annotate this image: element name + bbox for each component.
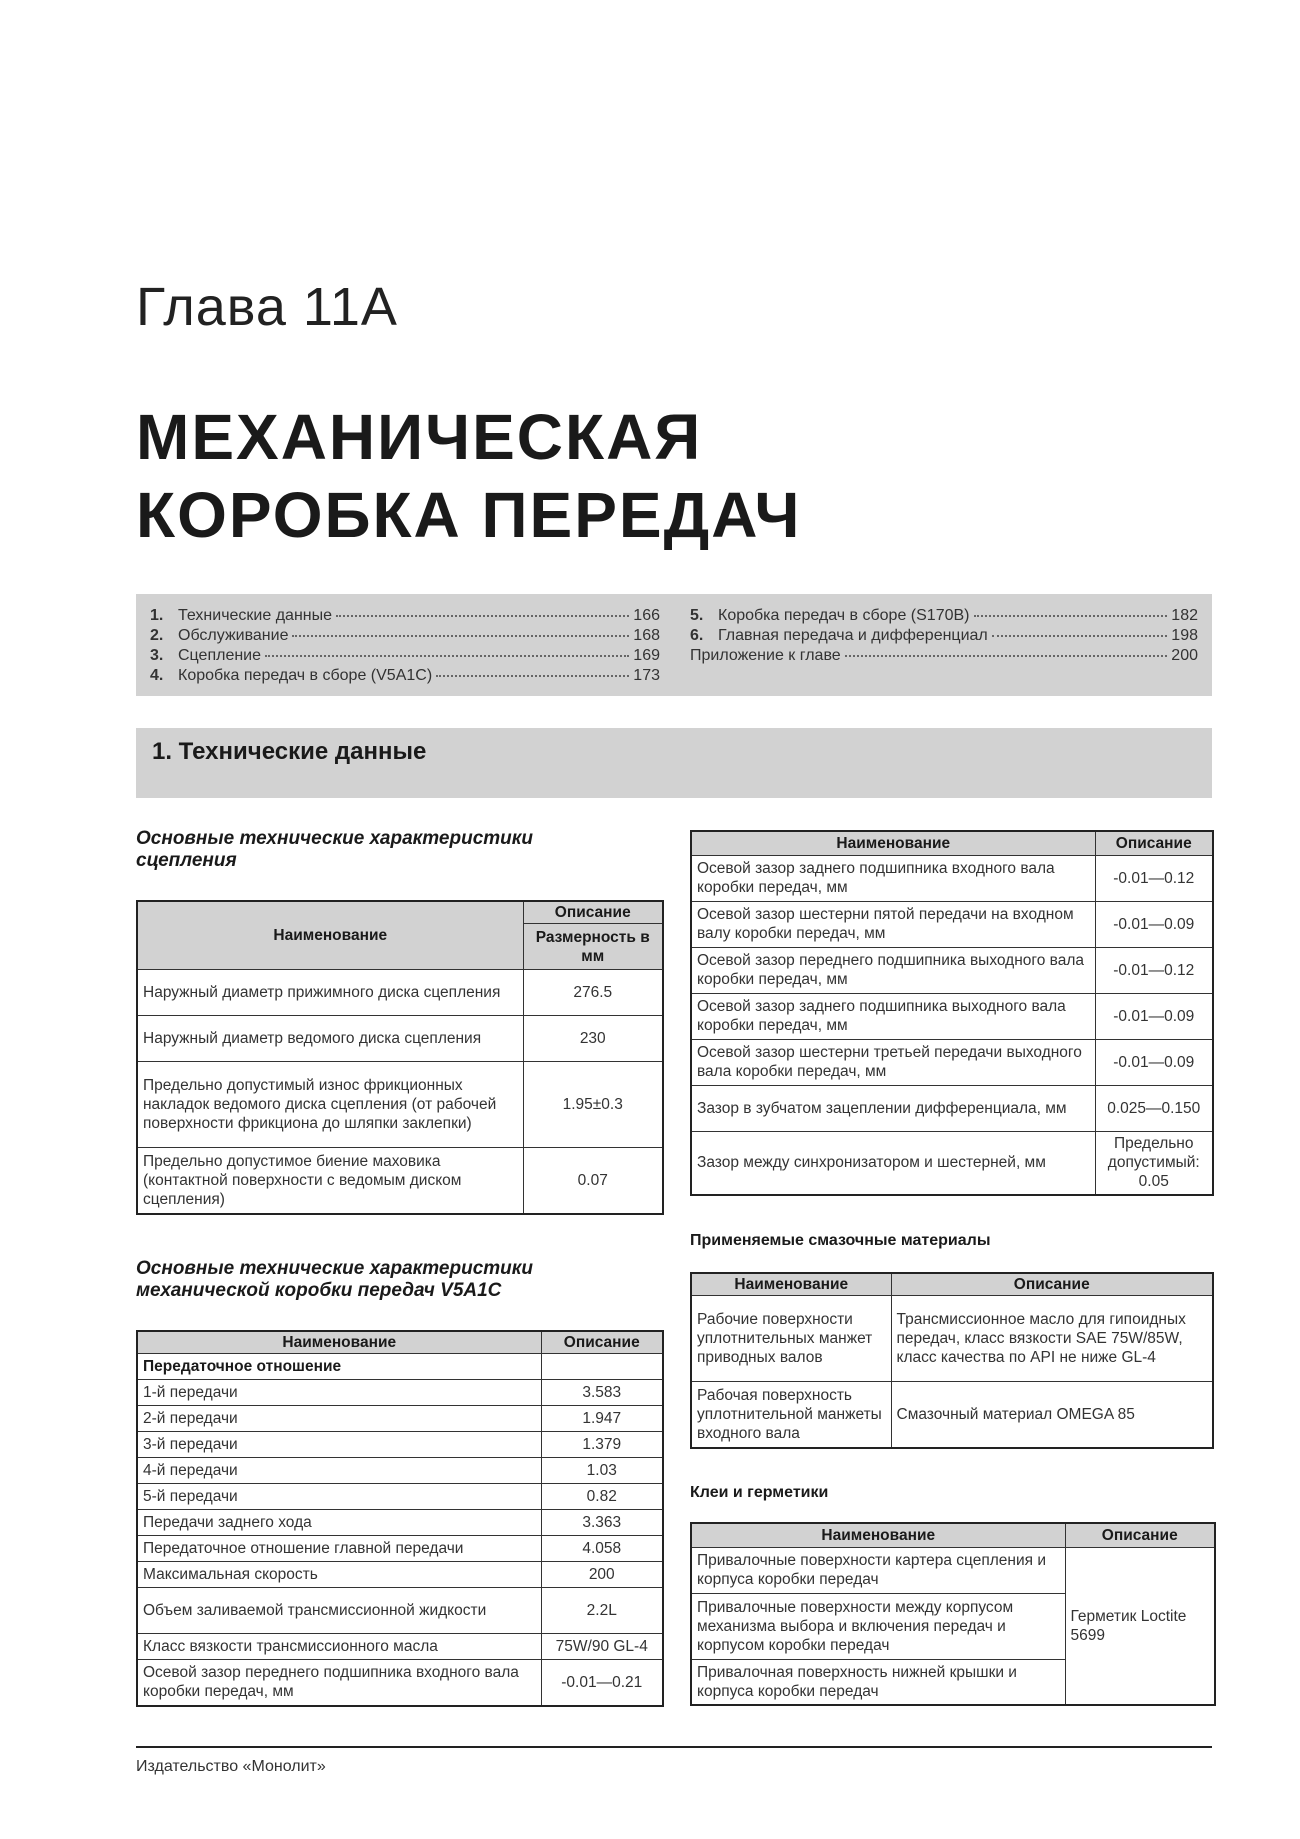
cell-name: 3-й передачи bbox=[137, 1432, 541, 1458]
column-header-description: Описание bbox=[1065, 1523, 1215, 1547]
cell-name: 4-й передачи bbox=[137, 1458, 541, 1484]
table-row bbox=[691, 1296, 1213, 1382]
toc-leader-dots bbox=[292, 635, 629, 637]
toc-item[interactable] bbox=[690, 627, 1198, 647]
column-header-description: Описание bbox=[1095, 831, 1213, 855]
cell-value: 1.947 bbox=[541, 1406, 663, 1432]
cell-value: -0.01—0.09 bbox=[1095, 993, 1213, 1039]
toc-item-title: Приложение к главе bbox=[690, 647, 841, 664]
cell-name: Привалочные поверхности между корпусом механизма выбора и включения передач и корпусом коробки передач bbox=[691, 1593, 1065, 1659]
toc-item-number: 6. bbox=[690, 627, 704, 644]
cell-value: -0.01—0.12 bbox=[1095, 947, 1213, 993]
cell-name: Класс вязкости трансмиссионного масла bbox=[137, 1634, 541, 1660]
cell-value: 75W/90 GL-4 bbox=[541, 1634, 663, 1660]
toc-leader-dots bbox=[436, 675, 629, 677]
cell-value: 1.03 bbox=[541, 1458, 663, 1484]
table-row bbox=[137, 1062, 663, 1148]
toc-leader-dots bbox=[265, 655, 629, 657]
table-row bbox=[691, 855, 1213, 901]
toc-item-number: 2. bbox=[150, 627, 164, 644]
cell-value: 1.379 bbox=[541, 1432, 663, 1458]
toc-item-title: Коробка передач в сборе (V5A1C) bbox=[178, 667, 433, 684]
table-row bbox=[691, 1039, 1213, 1085]
toc-item-title: Сцепление bbox=[178, 647, 262, 664]
column-header-description: Описание bbox=[523, 901, 663, 924]
toc-item[interactable] bbox=[150, 667, 660, 687]
toc-leader-dots bbox=[336, 615, 629, 617]
toc-item-number: 1. bbox=[150, 607, 164, 624]
cell-name: Наружный диаметр ведомого диска сцепления bbox=[137, 1016, 523, 1062]
cell-name: Привалочные поверхности картера сцепления и корпуса коробки передач bbox=[691, 1547, 1065, 1593]
toc-item-number: 5. bbox=[690, 607, 704, 624]
toc-item-title: Технические данные bbox=[178, 607, 333, 624]
table-row bbox=[137, 1380, 663, 1406]
toc-leader-dots bbox=[974, 615, 1168, 617]
table-row bbox=[137, 1536, 663, 1562]
toc-column-right bbox=[690, 607, 1198, 667]
table-row bbox=[691, 947, 1213, 993]
toc-item[interactable] bbox=[150, 607, 660, 627]
page-title bbox=[136, 398, 802, 554]
section-title: 1. Технические данные bbox=[136, 728, 1212, 798]
toc-item-page: 169 bbox=[633, 647, 660, 664]
cell-value: -0.01—0.09 bbox=[1095, 1039, 1213, 1085]
cell-value: 0.82 bbox=[541, 1484, 663, 1510]
cell-name: Наружный диаметр прижимного диска сцепления bbox=[137, 970, 523, 1016]
table-row bbox=[137, 1562, 663, 1588]
cell-name: Рабочая поверхность уплотнительной манжеты входного вала bbox=[691, 1382, 891, 1448]
column-header-name: Наименование bbox=[691, 831, 1095, 855]
toc-item-page: 173 bbox=[633, 667, 660, 684]
cell-name: Осевой зазор шестерни третьей передачи выходного вала коробки передач, мм bbox=[691, 1039, 1095, 1085]
table-row bbox=[137, 1634, 663, 1660]
table-group-row bbox=[137, 1354, 663, 1380]
gearbox-table bbox=[136, 1330, 664, 1707]
cell-name: Предельно допустимый износ фрикционных накладок ведомого диска сцепления (от рабочей поверхности фрикциона до шляпки заклепки) bbox=[137, 1062, 523, 1148]
table-row bbox=[137, 1458, 663, 1484]
cell-value: 3.583 bbox=[541, 1380, 663, 1406]
cell-name: Осевой зазор переднего подшипника выходного вала коробки передач, мм bbox=[691, 947, 1095, 993]
gearbox-cont-table bbox=[690, 830, 1214, 1196]
toc-column-left bbox=[150, 607, 660, 687]
table-row bbox=[137, 1148, 663, 1214]
lubricants-heading: Применяемые смазочные материалы bbox=[690, 1232, 991, 1249]
column-header-name: Наименование bbox=[691, 1523, 1065, 1547]
cell-name: Осевой зазор заднего подшипника выходного вала коробки передач, мм bbox=[691, 993, 1095, 1039]
gearbox-heading-line-2: механической коробки передач V5A1C bbox=[136, 1280, 502, 1301]
toc-leader-dots bbox=[845, 655, 1168, 657]
cell-value-empty bbox=[541, 1354, 663, 1380]
cell-name: Осевой зазор заднего подшипника входного вала коробки передач, мм bbox=[691, 855, 1095, 901]
cell-value: Трансмиссионное масло для гипоидных передач, класс вязкости SAE 75W/85W, класс качества по API не ниже GL-4 bbox=[891, 1296, 1213, 1382]
column-header-name: Наименование bbox=[691, 1273, 891, 1296]
toc-item-number: 3. bbox=[150, 647, 164, 664]
table-row bbox=[137, 1432, 663, 1458]
toc-item-page: 182 bbox=[1171, 607, 1198, 624]
toc-item[interactable] bbox=[690, 647, 1198, 667]
cell-name: 1-й передачи bbox=[137, 1380, 541, 1406]
clutch-heading bbox=[136, 828, 533, 872]
gearbox-heading-line-1: Основные технические характеристики bbox=[136, 1258, 533, 1279]
cell-value: 2.2L bbox=[541, 1588, 663, 1634]
cell-name: 5-й передачи bbox=[137, 1484, 541, 1510]
cell-name: Предельно допустимое биение маховика (контактной поверхности с ведомым диском сцепления) bbox=[137, 1148, 523, 1214]
gearbox-heading bbox=[136, 1258, 533, 1302]
cell-name: 2-й передачи bbox=[137, 1406, 541, 1432]
clutch-heading-line-2: сцепления bbox=[136, 850, 237, 871]
cell-value: 230 bbox=[523, 1016, 663, 1062]
cell-value: 0.025—0.150 bbox=[1095, 1085, 1213, 1131]
table-row bbox=[137, 1406, 663, 1432]
sealants-table bbox=[690, 1522, 1216, 1706]
cell-name: Максимальная скорость bbox=[137, 1562, 541, 1588]
table-row bbox=[691, 993, 1213, 1039]
toc-item-page: 168 bbox=[633, 627, 660, 644]
toc-item-title: Обслуживание bbox=[178, 627, 289, 644]
toc-item-title: Коробка передач в сборе (S170B) bbox=[718, 607, 970, 624]
table-of-contents bbox=[136, 594, 1212, 696]
cell-name: Осевой зазор шестерни пятой передачи на входном валу коробки передач, мм bbox=[691, 901, 1095, 947]
publisher-label: Издательство «Монолит» bbox=[136, 1758, 326, 1775]
toc-item-page: 200 bbox=[1171, 647, 1198, 664]
toc-item-page: 166 bbox=[633, 607, 660, 624]
cell-value: 200 bbox=[541, 1562, 663, 1588]
page-title-line-2: КОРОБКА ПЕРЕДАЧ bbox=[136, 479, 802, 551]
cell-name: Рабочие поверхности уплотнительных манжет приводных валов bbox=[691, 1296, 891, 1382]
cell-value: 276.5 bbox=[523, 970, 663, 1016]
cell-name: Привалочная поверхность нижней крышки и корпуса коробки передач bbox=[691, 1659, 1065, 1705]
toc-item[interactable] bbox=[150, 647, 660, 667]
table-row bbox=[691, 1547, 1215, 1593]
cell-value: -0.01—0.09 bbox=[1095, 901, 1213, 947]
chapter-label: Глава 11А bbox=[136, 277, 398, 337]
toc-item[interactable] bbox=[150, 627, 660, 647]
cell-name: Объем заливаемой трансмиссионной жидкости bbox=[137, 1588, 541, 1634]
table-row bbox=[691, 1382, 1213, 1448]
sealants-heading: Клеи и герметики bbox=[690, 1484, 829, 1501]
cell-name: Передачи заднего хода bbox=[137, 1510, 541, 1536]
table-row bbox=[691, 1085, 1213, 1131]
cell-value: 3.363 bbox=[541, 1510, 663, 1536]
page-title-line-1: МЕХАНИЧЕСКАЯ bbox=[136, 401, 703, 473]
table-row bbox=[137, 1660, 663, 1706]
clutch-heading-line-1: Основные технические характеристики bbox=[136, 828, 533, 849]
table-row bbox=[137, 1484, 663, 1510]
cell-name: Передаточное отношение главной передачи bbox=[137, 1536, 541, 1562]
column-header-name: Наименование bbox=[137, 901, 523, 970]
toc-leader-dots bbox=[992, 635, 1168, 637]
toc-item-page: 198 bbox=[1171, 627, 1198, 644]
table-row bbox=[137, 970, 663, 1016]
cell-value: Смазочный материал OMEGA 85 bbox=[891, 1382, 1213, 1448]
cell-value: 1.95±0.3 bbox=[523, 1062, 663, 1148]
cell-name: Зазор между синхронизатором и шестерней, мм bbox=[691, 1131, 1095, 1195]
table-row bbox=[691, 1131, 1213, 1195]
column-header-description: Описание bbox=[891, 1273, 1213, 1296]
toc-item[interactable] bbox=[690, 607, 1198, 627]
cell-value: -0.01—0.21 bbox=[541, 1660, 663, 1706]
column-header-name: Наименование bbox=[137, 1331, 541, 1354]
table-row bbox=[137, 1016, 663, 1062]
column-header-description: Описание bbox=[541, 1331, 663, 1354]
cell-value: 4.058 bbox=[541, 1536, 663, 1562]
toc-item-number: 4. bbox=[150, 667, 164, 684]
cell-name: Зазор в зубчатом зацеплении дифференциала, мм bbox=[691, 1085, 1095, 1131]
toc-item-title: Главная передача и дифференциал bbox=[718, 627, 988, 644]
group-label: Передаточное отношение bbox=[137, 1354, 541, 1380]
cell-value: Предельно допустимый: 0.05 bbox=[1095, 1131, 1213, 1195]
table-row bbox=[137, 1510, 663, 1536]
clutch-table bbox=[136, 900, 664, 1215]
column-header-unit: Размерность в мм bbox=[523, 924, 663, 970]
table-row bbox=[137, 1588, 663, 1634]
cell-value: 0.07 bbox=[523, 1148, 663, 1214]
table-row bbox=[691, 901, 1213, 947]
footer-divider bbox=[136, 1746, 1212, 1748]
cell-name: Осевой зазор переднего подшипника входного вала коробки передач, мм bbox=[137, 1660, 541, 1706]
cell-value: -0.01—0.12 bbox=[1095, 855, 1213, 901]
cell-value: Герметик Loctite 5699 bbox=[1065, 1547, 1215, 1705]
lubricants-table bbox=[690, 1272, 1214, 1449]
